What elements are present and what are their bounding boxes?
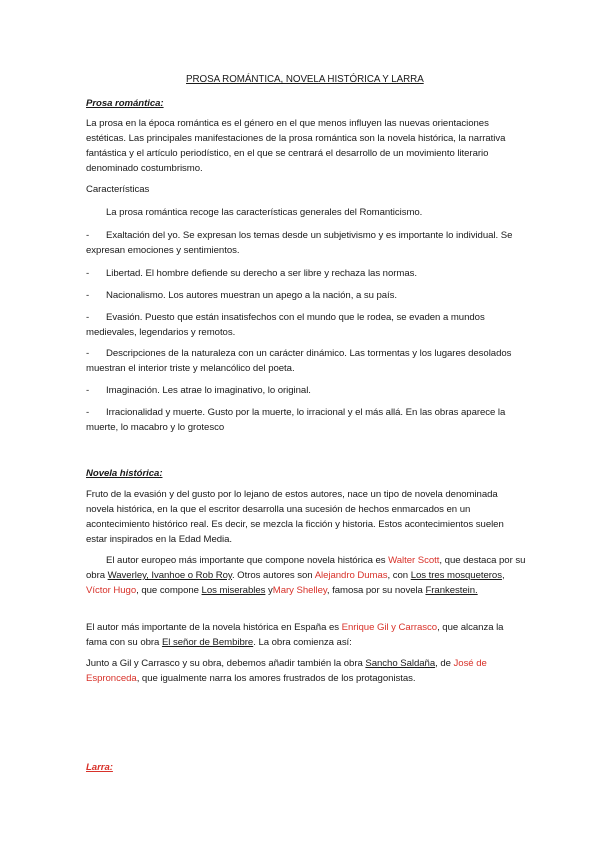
work-waverley: Waverley, Ivanhoe o Rob Roy: [107, 570, 232, 581]
work-frankenstein: Frankestein.: [425, 585, 478, 596]
bullet-mark: -: [86, 385, 90, 396]
bullet-text: Imaginación. Les atrae lo imaginativo, lo original.: [106, 385, 311, 396]
author-espronceda: José de Espronceda: [86, 658, 487, 684]
bullet-text: Descripciones de la naturaleza con un carácter dinámico. Las tormentas y los lugares desolados muestran el interior triste y melancólico del poeta.: [86, 348, 512, 374]
author-shelley: Mary Shelley: [272, 585, 327, 596]
paragraph-prosa-intro: La prosa en la época romántica es el género en el que menos influyen las nuevas orientaciones estéticas. Las principales manifestaciones de la prosa romántica son la novela histórica, la narrativa fantástica y el artículo periodístico, en el que se centrará el desarrollo de un movimiento literario denominado costumbrismo.: [86, 118, 506, 174]
list-item: [86, 266, 526, 281]
section-heading-novela: Novela histórica:: [86, 468, 163, 479]
bullet-mark: -: [86, 268, 90, 279]
author-hugo: Víctor Hugo: [86, 585, 137, 596]
bullet-text: Irracionalidad y muerte. Gusto por la muerte, lo irracional y el más allá. En las obras aparece la muerte, lo macabro y lo grotesco: [86, 407, 506, 433]
bullet-mark: -: [86, 407, 90, 418]
bullet-mark: -: [86, 290, 90, 301]
list-item: [86, 383, 526, 398]
author-gil-carrasco: Enrique Gil y Carrasco: [341, 622, 438, 633]
paragraph-spanish-author: El autor más importante de la novela histórica en España es Enrique Gil y Carrasco, que alcanza la fama con su obra El señor de Bembibre. La obra comienza así:: [86, 622, 504, 648]
list-item: [86, 228, 526, 258]
bullet-text: Libertad. El hombre defiende su derecho a ser libre y rechaza las normas.: [106, 268, 417, 279]
section-heading-prosa: Prosa romántica:: [86, 98, 164, 109]
bullet-mark: -: [86, 348, 90, 359]
list-item: [86, 288, 526, 303]
bullet-mark: -: [86, 312, 90, 323]
paragraph-european-authors: El autor europeo más importante que compone novela histórica es Walter Scott, que destaca por su obra Waverley, Ivanhoe o Rob Roy. Otros autores son Alejandro Dumas, con Los tres mosqueteros, Víctor Hugo, que compone Los miserables yMary Shelley, famosa por su novela Frankestein.: [86, 555, 526, 596]
paragraph-novela-intro: Fruto de la evasión y del gusto por lo lejano de estos autores, nace un tipo de novela denominada novela histórica, en la que el escritor desarrolla una sucesión de hechos enmarcados en un acontecimiento histórico real. Es decir, se mezcla la ficción y historia. Estos acontecimientos suelen estar inspirados en la Edad Media.: [86, 489, 504, 545]
characteristics-intro: La prosa romántica recoge las características generales del Romanticismo.: [106, 207, 423, 218]
list-item: [86, 310, 526, 340]
bullet-text: Evasión. Puesto que están insatisfechos con el mundo que le rodea, se evaden a mundos medievales, legendarios y remotos.: [86, 312, 485, 338]
document-title: PROSA ROMÁNTICA, NOVELA HISTÓRICA Y LARRA: [186, 74, 424, 85]
section-heading-larra: Larra:: [86, 762, 113, 773]
bullet-mark: -: [86, 230, 90, 241]
work-miserables: Los miserables: [201, 585, 266, 596]
author-walter-scott: Walter Scott: [388, 555, 440, 566]
bullet-text: Exaltación del yo. Se expresan los temas desde un subjetivismo y es importante lo individual. Se expresan emociones y sentimientos.: [86, 230, 513, 256]
list-item: [86, 346, 526, 376]
work-bembibre: El señor de Bembibre: [161, 637, 254, 648]
work-mosqueteros: Los tres mosqueteros: [410, 570, 502, 581]
characteristics-heading: Características: [86, 184, 150, 195]
bullet-text: Nacionalismo. Los autores muestran un apego a la nación, a su país.: [106, 290, 398, 301]
paragraph-espronceda: Junto a Gil y Carrasco y su obra, debemos añadir también la obra Sancho Saldaña, de José de Espronceda, que igualmente narra los amores frustrados de los protagonistas.: [86, 658, 487, 684]
work-sancho-saldana: Sancho Saldaña: [365, 658, 436, 669]
author-dumas: Alejandro Dumas: [314, 570, 388, 581]
list-item: [86, 405, 526, 435]
